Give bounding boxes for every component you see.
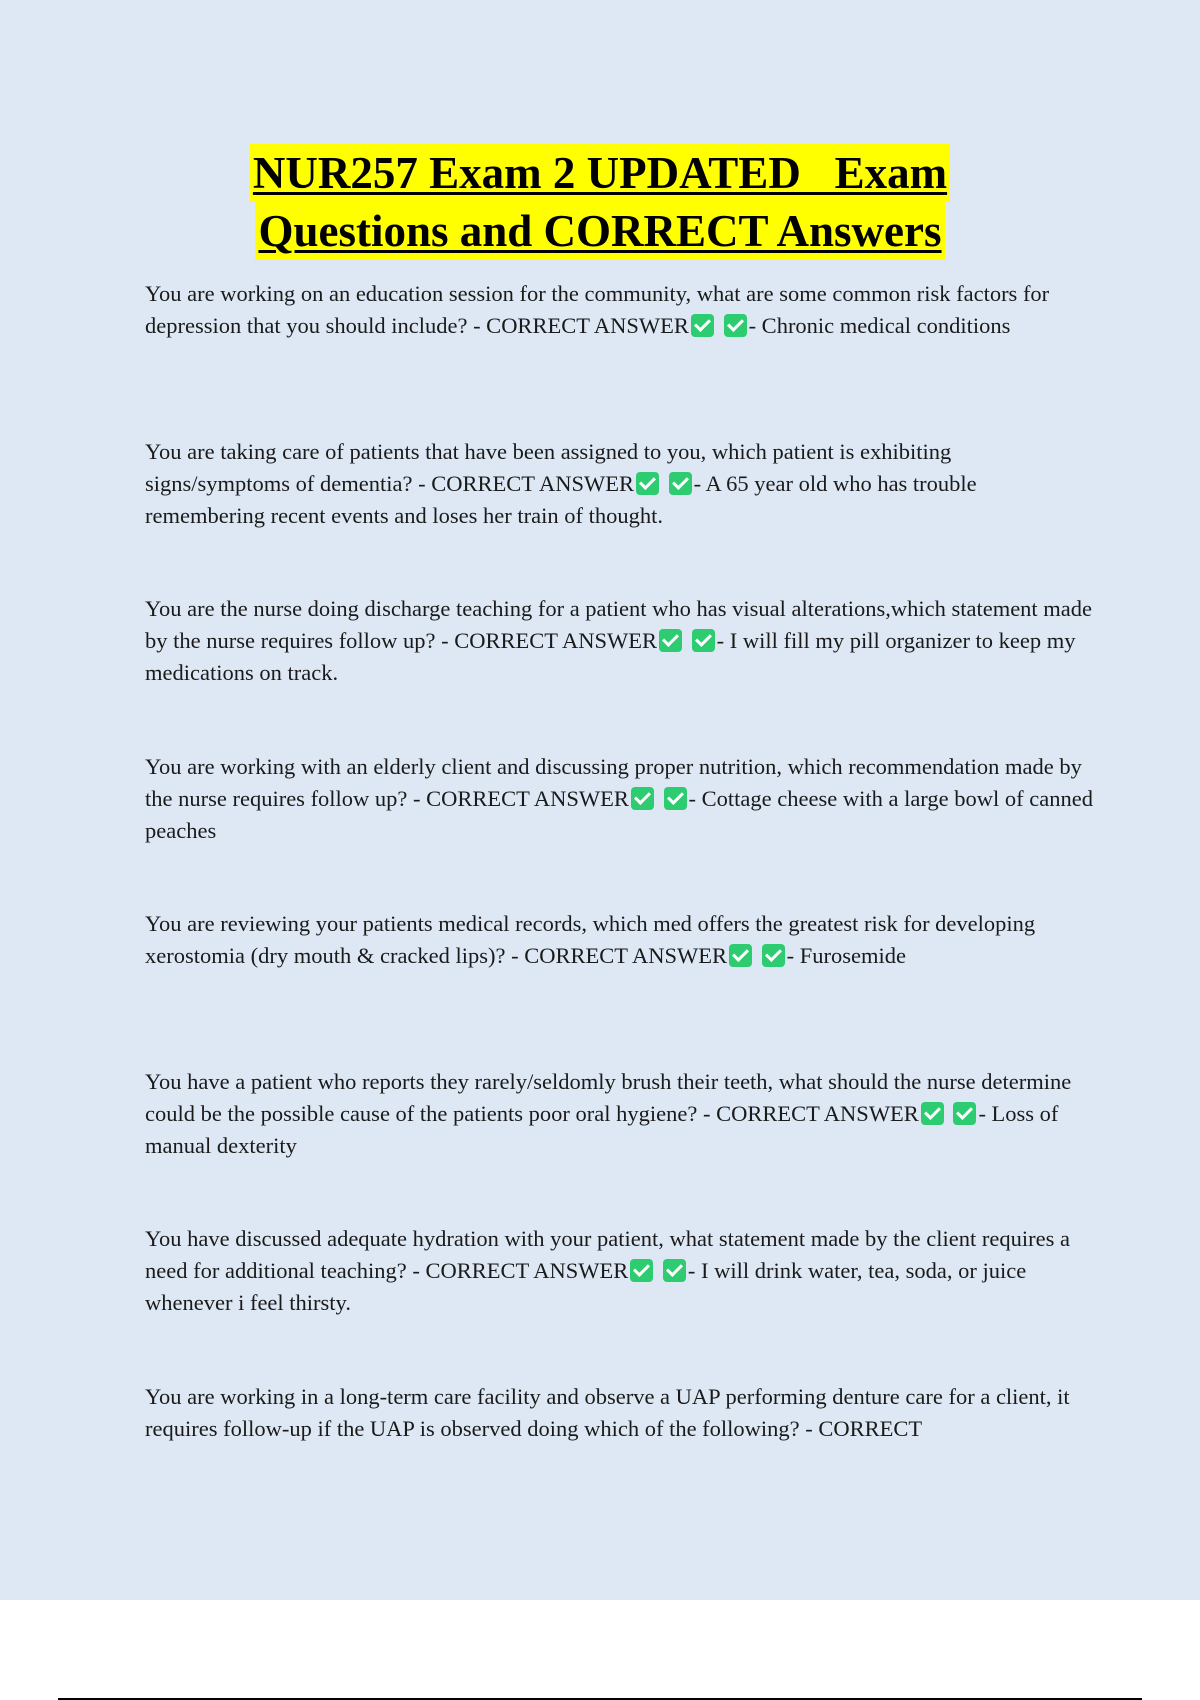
check-mark-icon [659, 629, 682, 652]
qa-list [145, 278, 1095, 1538]
qa-item [145, 436, 1095, 594]
question-text: You have discussed adequate hydration with your patient, what statement made by the client requires a need for additional teaching? - CORRECT ANSWER [145, 1226, 1070, 1283]
check-mark-icon [630, 1259, 653, 1282]
title-line-1: NUR257 Exam 2 UPDATED Exam [250, 144, 950, 202]
answer-text: - Furosemide [786, 943, 906, 968]
check-mark-icon [729, 944, 752, 967]
answer-text: - Cottage cheese with a large bowl of canned peaches [145, 785, 1093, 843]
question-text: You are working on an education session for the community, what are some common risk factors for depression that you should include? - CORRECT ANSWER [145, 281, 1050, 338]
question-text: You are working in a long-term care facility and observe a UAP performing denture care for a client, it requires follow-up if the UAP is observed doing which of the following? - CORRECT [145, 1383, 1070, 1441]
question-text: You are the nurse doing discharge teaching for a patient who has visual alterations,which statement made by the nurse requires follow up? - CORRECT ANSWER [145, 596, 1093, 653]
qa-item [145, 1381, 1095, 1539]
document-title [0, 144, 1200, 260]
check-mark-icon [691, 314, 714, 337]
answer-text: - Loss of manual dexterity [145, 1100, 1059, 1158]
check-mark-icon [669, 472, 692, 495]
question-text: You have a patient who reports they rarely/seldomly brush their teeth, what should the nurse determine could be the possible cause of the patients poor oral hygiene? - CORRECT ANSWER [145, 1068, 1072, 1126]
check-mark-icon [663, 1259, 686, 1282]
check-mark-icon [636, 472, 659, 495]
check-mark-icon [692, 629, 715, 652]
qa-item [145, 751, 1095, 909]
check-mark-icon [724, 314, 747, 337]
check-mark-icon [921, 1102, 944, 1125]
qa-item [145, 908, 1095, 1066]
title-line-2: Questions and CORRECT Answers [255, 202, 944, 260]
qa-item [145, 593, 1095, 751]
answer-text: - I will drink water, tea, soda, or juice whenever i feel thirsty. [145, 1258, 1027, 1315]
check-mark-icon [664, 787, 687, 810]
answer-text: - I will fill my pill organizer to keep my medications on track. [145, 628, 1076, 685]
answer-text: - Chronic medical conditions [748, 313, 1011, 338]
check-mark-icon [631, 787, 654, 810]
check-mark-icon [953, 1102, 976, 1125]
qa-item [145, 278, 1095, 436]
check-mark-icon [762, 944, 785, 967]
question-text: You are taking care of patients that have been assigned to you, which patient is exhibiting signs/symptoms of dementia? - CORRECT ANSWER [145, 438, 952, 496]
question-text: You are working with an elderly client and discussing proper nutrition, which recommendation made by the nurse requires follow up? - CORRECT ANSWER [145, 753, 1082, 811]
question-text: You are reviewing your patients medical records, which med offers the greatest risk for developing xerostomia (dry mouth & cracked lips)? - CORRECT ANSWER [145, 911, 1036, 968]
qa-item [145, 1223, 1095, 1381]
answer-text: - A 65 year old who has trouble remembering recent events and loses her train of thought. [145, 470, 977, 528]
qa-item [145, 1066, 1095, 1224]
